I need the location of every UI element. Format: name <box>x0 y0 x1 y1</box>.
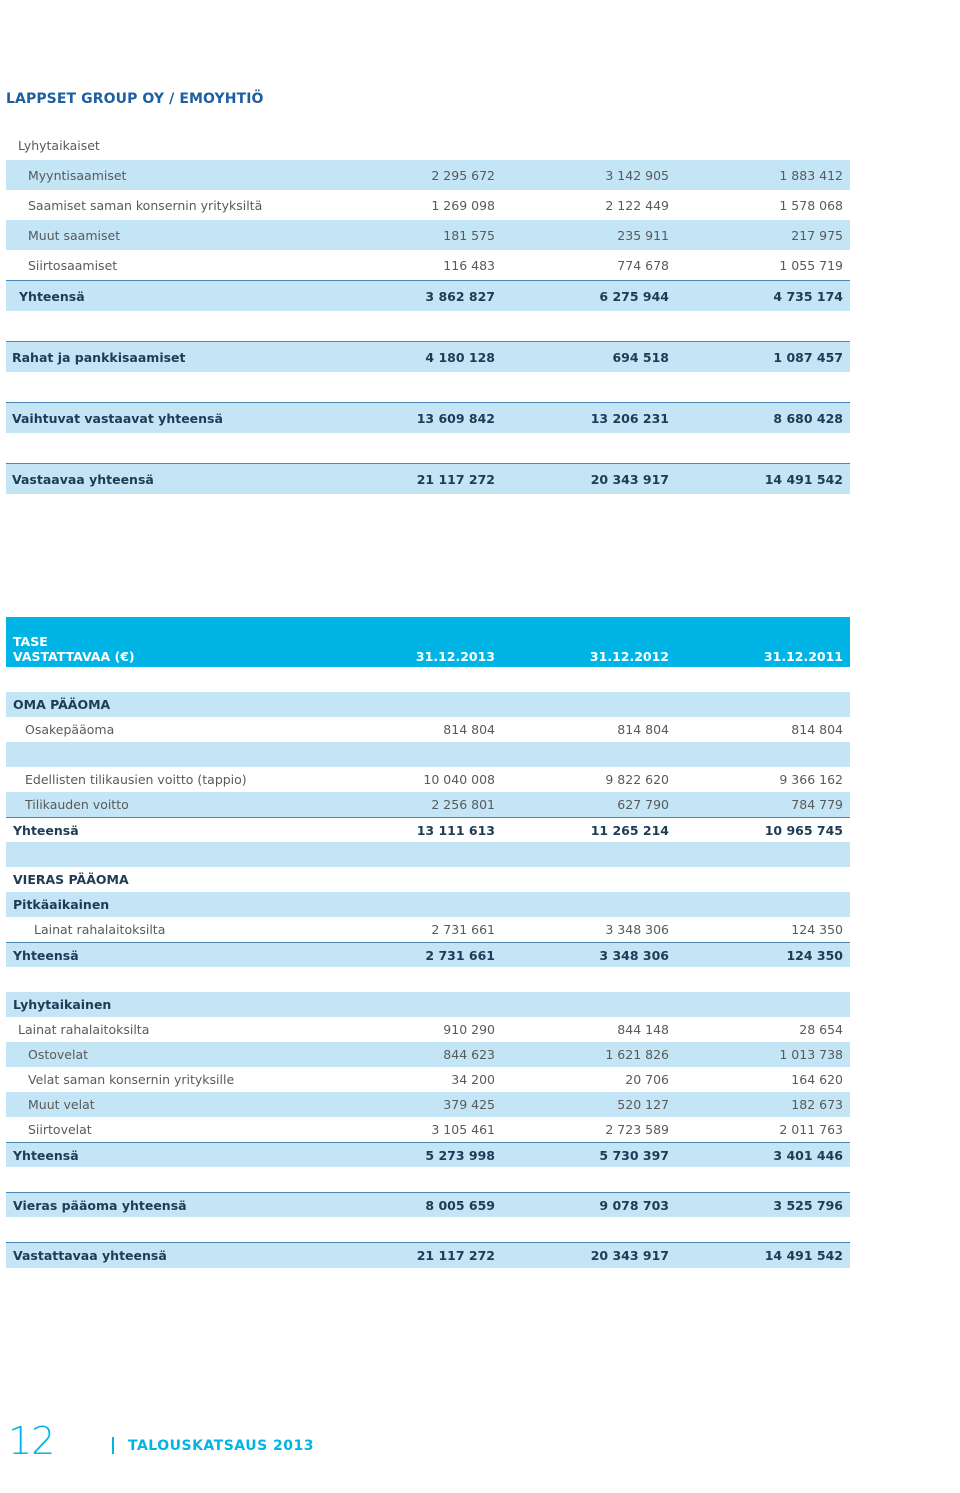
subsection-header-long-term <box>6 892 850 917</box>
table-row <box>6 1042 850 1067</box>
value-2012: 235 911 <box>617 227 669 243</box>
section-label: VIERAS PÄÄOMA <box>13 872 129 887</box>
value-2013: 10 040 008 <box>423 772 495 787</box>
value-2012: 2 723 589 <box>605 1122 669 1137</box>
value-2012: 13 206 231 <box>590 410 669 426</box>
section-header-equity <box>6 692 850 717</box>
value-2011: 28 654 <box>799 1022 843 1037</box>
spacer <box>6 1217 850 1242</box>
subsection-header-short-term <box>6 992 850 1017</box>
value-2011: 3 525 796 <box>773 1197 843 1213</box>
value-2013: 2 731 661 <box>431 922 495 937</box>
grand-total-row <box>6 463 850 494</box>
value-2012: 9 078 703 <box>599 1197 669 1213</box>
value-2012: 814 804 <box>617 722 669 737</box>
empty-row <box>6 842 850 867</box>
row-label: Tilikauden voitto <box>25 797 129 812</box>
column-header-2012: 31.12.2012 <box>589 649 669 664</box>
page-number: 12 <box>8 1419 55 1463</box>
row-label: Lainat rahalaitoksilta <box>34 922 166 937</box>
value-2012: 20 343 917 <box>590 1248 669 1263</box>
value-2012: 20 706 <box>625 1072 669 1087</box>
total-row <box>6 341 850 372</box>
value-2011: 217 975 <box>791 227 843 243</box>
value-2012: 520 127 <box>617 1097 669 1112</box>
value-2012: 774 678 <box>617 257 669 273</box>
header-label <box>13 617 135 667</box>
row-label: Lainat rahalaitoksilta <box>18 1022 150 1037</box>
row-label: Vieras pääoma yhteensä <box>13 1197 187 1213</box>
row-label: Siirtosaamiset <box>28 257 118 273</box>
table-header-banner <box>6 617 850 667</box>
value-2011: 1 087 457 <box>773 349 843 365</box>
spacer <box>6 667 850 692</box>
table-row <box>6 1067 850 1092</box>
row-label: Yhteensä <box>13 947 79 963</box>
row-label: Osakepääoma <box>25 722 115 737</box>
value-2013: 116 483 <box>443 257 495 273</box>
value-2012: 9 822 620 <box>605 772 669 787</box>
value-2011: 8 680 428 <box>773 410 843 426</box>
footer-divider <box>112 1437 114 1454</box>
value-2013: 34 200 <box>451 1072 495 1087</box>
row-label: Yhteensä <box>19 288 85 304</box>
table-row <box>6 1017 850 1042</box>
value-2012: 694 518 <box>612 349 669 365</box>
value-2013: 3 862 827 <box>425 288 495 304</box>
value-2012: 627 790 <box>617 797 669 812</box>
value-2011: 14 491 542 <box>764 471 843 487</box>
row-label: Edellisten tilikausien voitto (tappio) <box>25 772 247 787</box>
table-row <box>6 190 850 220</box>
column-header-2013: 31.12.2013 <box>415 649 495 664</box>
value-2011: 784 779 <box>791 797 843 812</box>
value-2013: 844 623 <box>443 1047 495 1062</box>
total-row <box>6 280 850 311</box>
table-row <box>6 1092 850 1117</box>
total-row <box>6 1192 850 1217</box>
value-2013: 910 290 <box>443 1022 495 1037</box>
liabilities-table <box>6 617 850 1268</box>
table-row <box>6 767 850 792</box>
row-label: Vastattavaa yhteensä <box>13 1248 167 1263</box>
grand-total-row <box>6 1242 850 1268</box>
section-label-short-term <box>6 130 850 160</box>
row-label: Siirtovelat <box>28 1122 92 1137</box>
value-2012: 3 348 306 <box>599 947 669 963</box>
total-row <box>6 942 850 967</box>
value-2012: 20 343 917 <box>590 471 669 487</box>
value-2013: 4 180 128 <box>425 349 495 365</box>
spacer <box>6 1167 850 1192</box>
value-2011: 3 401 446 <box>773 1147 843 1163</box>
value-2013: 5 273 998 <box>425 1147 495 1163</box>
value-2011: 124 350 <box>791 922 843 937</box>
spacer <box>6 967 850 992</box>
value-2013: 379 425 <box>443 1097 495 1112</box>
value-2013: 2 731 661 <box>425 947 495 963</box>
value-2011: 2 011 763 <box>779 1122 843 1137</box>
table-row <box>6 1117 850 1142</box>
value-2011: 9 366 162 <box>779 772 843 787</box>
table-row <box>6 917 850 942</box>
total-row <box>6 817 850 842</box>
value-2011: 4 735 174 <box>773 288 843 304</box>
value-2012: 844 148 <box>617 1022 669 1037</box>
value-2012: 3 348 306 <box>605 922 669 937</box>
value-2013: 21 117 272 <box>416 471 495 487</box>
value-2013: 1 269 098 <box>431 197 495 213</box>
row-label: Lyhytaikaiset <box>18 137 100 153</box>
section-label: Pitkäaikainen <box>13 897 110 912</box>
value-2011: 1 055 719 <box>779 257 843 273</box>
value-2011: 124 350 <box>786 947 843 963</box>
page-title: LAPPSET GROUP OY / EMOYHTIÖ <box>6 91 264 107</box>
spacer <box>6 311 850 341</box>
value-2011: 814 804 <box>791 722 843 737</box>
spacer <box>6 433 850 463</box>
empty-row <box>6 742 850 767</box>
row-label: Yhteensä <box>13 1147 79 1163</box>
value-2013: 8 005 659 <box>425 1197 495 1213</box>
row-label: Ostovelat <box>28 1047 89 1062</box>
table-row <box>6 220 850 250</box>
value-2013: 2 295 672 <box>431 167 495 183</box>
value-2011: 1 883 412 <box>779 167 843 183</box>
value-2013: 13 609 842 <box>416 410 495 426</box>
section-label: OMA PÄÄOMA <box>13 697 111 712</box>
value-2013: 181 575 <box>443 227 495 243</box>
total-row <box>6 1142 850 1167</box>
value-2011: 1 578 068 <box>779 197 843 213</box>
value-2013: 2 256 801 <box>431 797 495 812</box>
value-2011: 164 620 <box>791 1072 843 1087</box>
value-2011: 14 491 542 <box>764 1248 843 1263</box>
header-subtitle: VASTATTAVAA (€) <box>13 649 135 664</box>
row-label: Muut saamiset <box>28 227 121 243</box>
table-row <box>6 792 850 817</box>
section-label: Lyhytaikainen <box>13 997 112 1012</box>
value-2012: 6 275 944 <box>599 288 669 304</box>
row-label: Vaihtuvat vastaavat yhteensä <box>12 410 223 426</box>
table-row <box>6 250 850 280</box>
table-row <box>6 717 850 742</box>
spacer <box>6 372 850 402</box>
row-label: Velat saman konsernin yrityksille <box>28 1072 235 1087</box>
value-2012: 2 122 449 <box>605 197 669 213</box>
value-2011: 10 965 745 <box>764 822 843 838</box>
value-2012: 11 265 214 <box>590 822 669 838</box>
value-2012: 3 142 905 <box>605 167 669 183</box>
section-header-debt <box>6 867 850 892</box>
row-label: Yhteensä <box>13 822 79 838</box>
value-2012: 1 621 826 <box>605 1047 669 1062</box>
value-2013: 13 111 613 <box>416 822 495 838</box>
publication-title: TALOUSKATSAUS 2013 <box>128 1438 314 1454</box>
total-row <box>6 402 850 433</box>
assets-table <box>6 130 850 494</box>
value-2011: 182 673 <box>791 1097 843 1112</box>
value-2013: 814 804 <box>443 722 495 737</box>
row-label: Muut velat <box>28 1097 95 1112</box>
row-label: Vastaavaa yhteensä <box>12 471 154 487</box>
header-title: TASE <box>13 634 48 649</box>
value-2012: 5 730 397 <box>599 1147 669 1163</box>
value-2011: 1 013 738 <box>779 1047 843 1062</box>
row-label: Saamiset saman konsernin yrityksiltä <box>28 197 263 213</box>
table-row <box>6 160 850 190</box>
value-2013: 3 105 461 <box>431 1122 495 1137</box>
row-label: Rahat ja pankkisaamiset <box>12 349 186 365</box>
row-label: Myyntisaamiset <box>28 167 127 183</box>
value-2013: 21 117 272 <box>416 1248 495 1263</box>
column-header-2011: 31.12.2011 <box>763 649 843 664</box>
